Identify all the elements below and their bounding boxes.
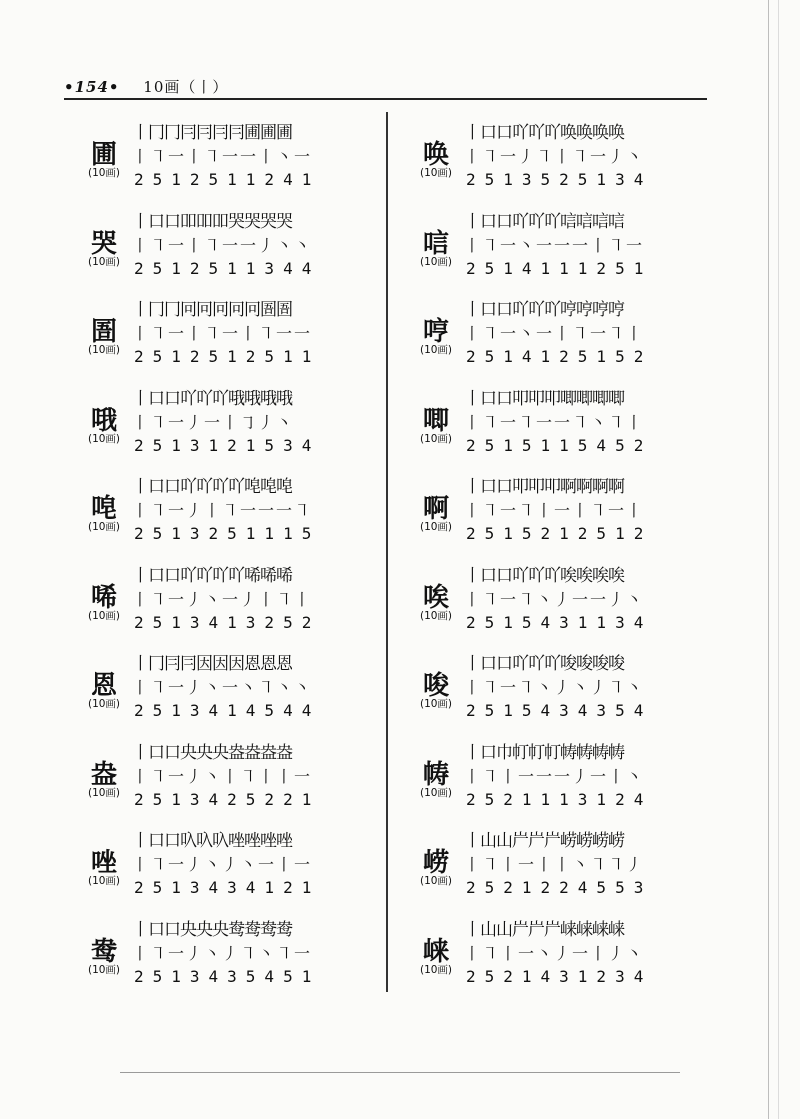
character: 盎 [90,759,117,790]
stroke-number-sequence: 2513434121 [134,878,321,897]
stroke-count-label: (10画) [87,609,121,622]
section-title: 10画（丨） [143,78,229,96]
stroke-progression: 丨口巾帄帄帄帱帱帱帱 [464,742,624,763]
stroke-sequence: 丨㇕一丿丶一丿丨㇕丨 [132,589,313,609]
stroke-count-label: (10画) [419,167,453,179]
stroke-sequence: 丨㇕一丨㇕一一丨丶一 [132,147,313,166]
stroke-progression: 丨口口央央央鸯鸯鸯鸯 [132,919,292,940]
left-column [68,112,388,997]
stroke-progression: 丨山山屵屵屵崃崃崃崃 [464,919,624,940]
character-entry [68,378,388,467]
character: 崃 [422,936,449,967]
stroke-progression: 丨山山屵屵屵崂崂崂崂 [464,831,624,851]
stroke-sequence: 丨㇕一丿一丨㇆丿丶 [132,412,295,432]
stroke-count-label: (10画) [419,963,453,976]
character-entry [68,201,388,290]
character: 唏 [90,582,117,613]
character: 啊 [422,494,449,524]
stroke-count-label: (10画) [419,255,453,268]
stroke-progression: 丨口口叩叩叩啊啊啊啊 [464,477,624,497]
stroke-number-sequence: 2513425221 [134,789,321,809]
character: 唉 [422,582,449,613]
stroke-progression: 丨口口叺叺叺唑唑唑唑 [132,831,292,851]
stroke-sequence: 丨㇕一丶一一一丨㇕一 [464,235,645,255]
stroke-number-sequence: 2513121534 [134,435,321,455]
character-entry [68,643,388,732]
stroke-sequence: 丨㇕一丿丶一丶㇕丶丶 [132,678,313,697]
stroke-sequence: 丨㇕一丿丶丨㇕丨丨一 [132,766,313,786]
page-header [64,76,228,97]
stroke-number-sequence: 2513251115 [134,524,321,543]
character: 圄 [90,317,117,347]
stroke-count-label: (10画) [87,698,121,710]
stroke-sequence: 丨㇕一丨㇕一丨㇕一一 [132,324,313,343]
character: 唣 [90,494,117,524]
character-entry [400,466,720,555]
stroke-count-label: (10画) [87,963,121,976]
stroke-count-label: (10画) [87,344,121,356]
character-entry [68,909,388,998]
stroke-progression: 丨口口央央央盎盎盎盎 [132,742,292,763]
stroke-number-sequence: 2513525134 [466,170,653,189]
character-entry [400,732,720,821]
stroke-sequence: 丨㇕一㇕丨一丨㇕一丨 [464,501,645,520]
stroke-number-sequence: 2512512511 [134,347,321,366]
stroke-progression: 丨冂冂冋冋冋冋冋圄圄 [132,300,292,320]
stroke-count-label: (10画) [419,875,453,887]
character: 帱 [422,759,449,790]
character-entry [68,466,388,555]
stroke-sequence: 丨㇕一㇕丶丿一一丿丶 [464,589,645,609]
stroke-sequence: 丨㇕一丿㇕丨㇕一丿丶 [464,147,645,166]
character-entry [68,555,388,644]
stroke-progression: 丨口口叩叩叩唧唧唧唧 [464,388,624,409]
character: 哭 [90,228,117,259]
stroke-number-sequence: 2521431234 [466,966,653,986]
header-rule [64,98,707,100]
character: 唁 [422,228,449,259]
stroke-progression: 丨口口吖吖吖哼哼哼哼 [464,300,624,320]
stroke-number-sequence: 2515431134 [466,612,653,632]
character: 哦 [90,405,117,436]
stroke-progression: 丨口口吖吖吖吖唣唣唣 [132,477,292,497]
stroke-number-sequence: 2514111251 [466,258,653,278]
character-entry [400,909,720,998]
page-number: •154• [64,78,120,96]
character-entry [68,732,388,821]
stroke-count-label: (10画) [87,786,121,799]
stroke-number-sequence: 2512511241 [134,170,321,189]
character: 唤 [422,140,449,170]
scan-edge-line [778,0,779,1119]
character: 唆 [422,671,449,701]
scan-edge-line [768,0,769,1119]
stroke-count-label: (10画) [419,432,453,445]
stroke-number-sequence: 2513413252 [134,612,321,632]
stroke-sequence: 丨㇕一丿丶丿丶一丨一 [132,855,313,874]
stroke-sequence: 丨㇕一丿丨㇕一一一㇕ [132,501,313,520]
stroke-number-sequence: 2515212512 [466,524,653,543]
stroke-count-label: (10画) [419,786,453,799]
stroke-number-sequence: 2521224553 [466,878,653,897]
stroke-count-label: (10画) [87,255,121,268]
character-entry [400,201,720,290]
character-entry [400,289,720,378]
stroke-count-label: (10画) [419,344,453,356]
stroke-progression: 丨口口吖吖吖吖唏唏唏 [132,565,292,586]
stroke-sequence: 丨㇕一丨㇕一一丿丶丶 [132,235,313,255]
character-entry [400,643,720,732]
stroke-sequence: 丨㇕丨一丨丨丶㇕㇕丿 [464,855,645,874]
stroke-number-sequence: 2513414544 [134,701,321,720]
character-entry [400,820,720,909]
stroke-sequence: 丨㇕一㇕一一㇕丶㇕丨 [464,412,645,432]
character: 鸯 [90,936,117,967]
stroke-sequence: 丨㇕丨一一一丿一丨丶 [464,766,645,786]
stroke-count-label: (10画) [419,521,453,533]
stroke-number-sequence: 2514125152 [466,347,653,366]
stroke-progression: 丨口口吖吖吖唉唉唉唉 [464,565,624,586]
stroke-sequence: 丨㇕一㇕丶丿丶丿㇕丶 [464,678,645,697]
stroke-progression: 丨口口吖吖吖唤唤唤唤 [464,123,624,143]
stroke-progression: 丨口口吅吅吅哭哭哭哭 [132,211,292,232]
stroke-progression: 丨口口吖吖吖哦哦哦哦 [132,388,292,409]
footer-rule [120,1072,680,1073]
stroke-count-label: (10画) [419,609,453,622]
character-entry [68,820,388,909]
character-entry [400,555,720,644]
stroke-sequence: 丨㇕丨一丶丿一丨丿丶 [464,943,645,963]
stroke-progression: 丨冂冃冃因因因恩恩恩 [132,654,292,674]
stroke-count-label: (10画) [419,698,453,710]
stroke-number-sequence: 2512511344 [134,258,321,278]
character: 唧 [422,405,449,436]
stroke-count-label: (10画) [87,875,121,887]
stroke-number-sequence: 2515115452 [466,435,653,455]
stroke-count-label: (10画) [87,521,121,533]
stroke-sequence: 丨㇕一丶一丨㇕一㇕丨 [464,324,645,343]
stroke-number-sequence: 2513435451 [134,966,321,986]
stroke-sequence: 丨㇕一丿丶丿㇕丶㇕一 [132,943,313,963]
character: 唑 [90,848,117,878]
character-entry [68,112,388,201]
character-entry [400,378,720,467]
stroke-number-sequence: 2521113124 [466,789,653,809]
character: 恩 [90,671,117,701]
stroke-count-label: (10画) [87,167,121,179]
character: 圃 [90,140,117,170]
stroke-progression: 丨冂冂冃冃冃冃圃圃圃 [132,123,292,143]
character: 崂 [422,848,449,878]
character: 哼 [422,317,449,347]
stroke-progression: 丨口口吖吖吖唆唆唆唆 [464,654,624,674]
character-entry [400,112,720,201]
stroke-count-label: (10画) [87,432,121,445]
stroke-progression: 丨口口吖吖吖唁唁唁唁 [464,211,624,232]
character-entry [68,289,388,378]
stroke-number-sequence: 2515434354 [466,701,653,720]
right-column [400,112,720,997]
